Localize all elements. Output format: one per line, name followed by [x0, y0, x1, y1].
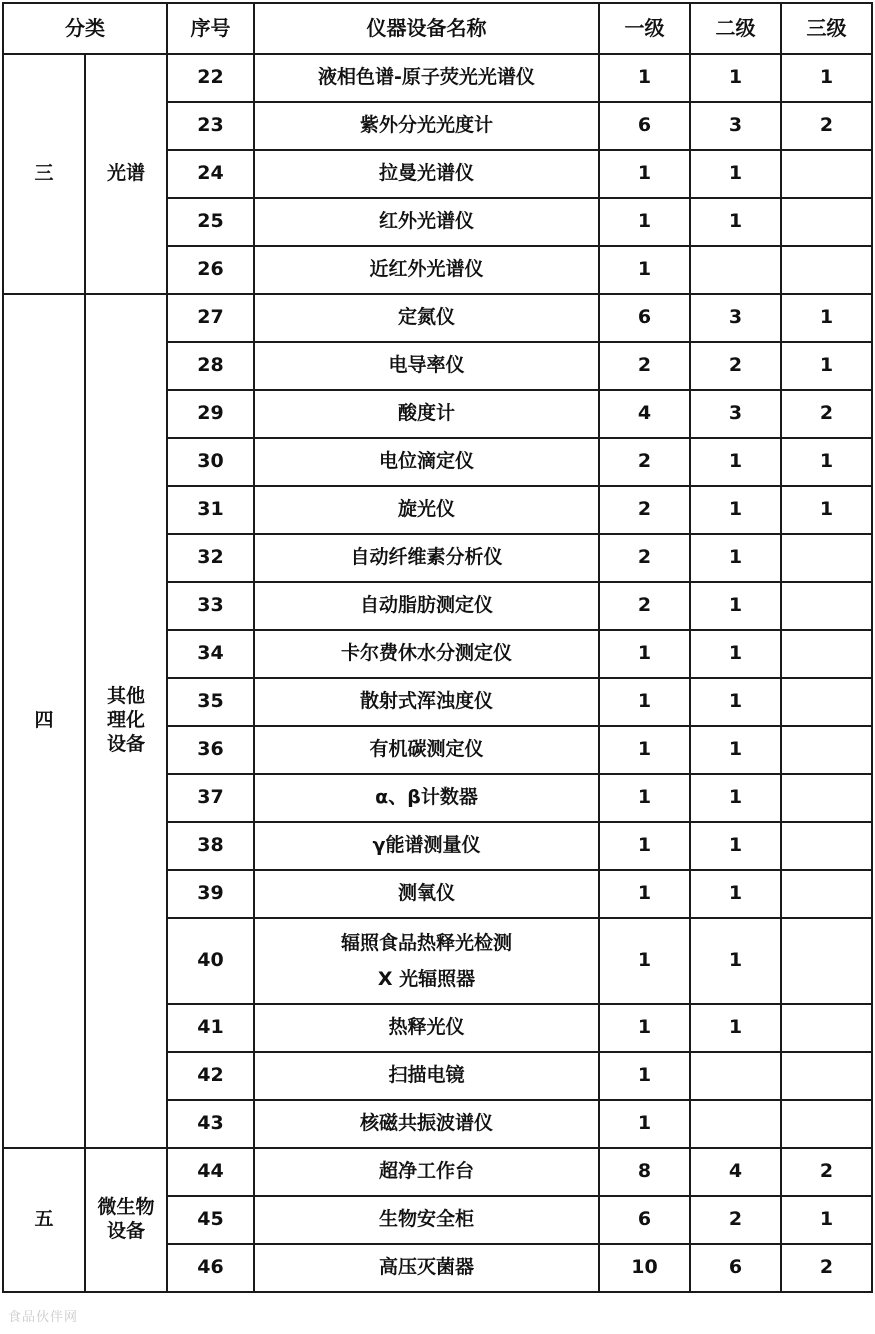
level-3-count — [781, 150, 872, 198]
level-1-count: 2 — [599, 534, 690, 582]
level-1-count: 1 — [599, 150, 690, 198]
row-number: 34 — [167, 630, 254, 678]
level-3-count: 2 — [781, 102, 872, 150]
sub-category — [85, 294, 167, 1148]
major-category: 三 — [3, 54, 85, 294]
level-1-count: 10 — [599, 1244, 690, 1292]
sub-category-line: 微生物 — [97, 1196, 155, 1219]
level-2-count: 1 — [690, 822, 781, 870]
row-number: 44 — [167, 1148, 254, 1196]
level-2-count: 1 — [690, 150, 781, 198]
row-number: 28 — [167, 342, 254, 390]
level-1-count: 2 — [599, 486, 690, 534]
level-2-count: 1 — [690, 582, 781, 630]
level-1-count: 1 — [599, 726, 690, 774]
row-number: 23 — [167, 102, 254, 150]
watermark-text: 食品伙伴网 — [8, 1310, 79, 1325]
level-1-count: 2 — [599, 342, 690, 390]
header-equipment-name: 仪器设备名称 — [254, 3, 599, 54]
row-number: 31 — [167, 486, 254, 534]
equipment-name-line: 辐照食品热释光检测 — [340, 932, 512, 954]
header-level-3: 三级 — [781, 3, 872, 54]
level-1-count: 1 — [599, 1004, 690, 1052]
sub-category: 光谱 — [85, 54, 167, 294]
sub-category-line: 设备 — [106, 1220, 145, 1242]
header-number: 序号 — [167, 3, 254, 54]
level-1-count: 2 — [599, 438, 690, 486]
level-3-count: 1 — [781, 438, 872, 486]
equipment-name: 测氧仪 — [254, 870, 599, 918]
level-2-count: 1 — [690, 1004, 781, 1052]
equipment-name: 自动纤维素分析仪 — [254, 534, 599, 582]
equipment-name: 自动脂肪测定仪 — [254, 582, 599, 630]
level-3-count: 1 — [781, 342, 872, 390]
row-number: 46 — [167, 1244, 254, 1292]
row-number: 42 — [167, 1052, 254, 1100]
level-3-count: 2 — [781, 1148, 872, 1196]
level-3-count — [781, 534, 872, 582]
level-1-count: 6 — [599, 294, 690, 342]
level-1-count: 2 — [599, 582, 690, 630]
level-3-count — [781, 198, 872, 246]
row-number: 30 — [167, 438, 254, 486]
level-3-count: 1 — [781, 54, 872, 102]
level-3-count — [781, 630, 872, 678]
row-number: 27 — [167, 294, 254, 342]
equipment-name: 有机碳测定仪 — [254, 726, 599, 774]
level-2-count: 4 — [690, 1148, 781, 1196]
level-2-count: 3 — [690, 294, 781, 342]
table-row — [3, 1148, 872, 1196]
header-level-2: 二级 — [690, 3, 781, 54]
level-1-count: 6 — [599, 1196, 690, 1244]
equipment-name: 热释光仪 — [254, 1004, 599, 1052]
level-1-count: 8 — [599, 1148, 690, 1196]
level-2-count: 1 — [690, 918, 781, 1004]
equipment-name: α、β计数器 — [254, 774, 599, 822]
level-3-count — [781, 246, 872, 294]
equipment-name: 高压灭菌器 — [254, 1244, 599, 1292]
level-3-count — [781, 774, 872, 822]
level-1-count: 1 — [599, 822, 690, 870]
major-category: 四 — [3, 294, 85, 1148]
level-2-count: 1 — [690, 774, 781, 822]
level-1-count: 1 — [599, 1100, 690, 1148]
row-number: 24 — [167, 150, 254, 198]
equipment-name: 液相色谱-原子荧光光谱仪 — [254, 54, 599, 102]
level-1-count: 1 — [599, 1052, 690, 1100]
table-body — [3, 54, 872, 1292]
equipment-name: 核磁共振波谱仪 — [254, 1100, 599, 1148]
equipment-name: 旋光仪 — [254, 486, 599, 534]
row-number: 36 — [167, 726, 254, 774]
sub-category-line: 设备 — [106, 732, 145, 755]
level-1-count: 4 — [599, 390, 690, 438]
table-row — [3, 54, 872, 102]
sub-category-line: 理化 — [106, 709, 145, 732]
row-number: 22 — [167, 54, 254, 102]
level-3-count — [781, 1100, 872, 1148]
level-2-count: 1 — [690, 726, 781, 774]
equipment-name: 酸度计 — [254, 390, 599, 438]
equipment-name: 扫描电镜 — [254, 1052, 599, 1100]
level-3-count — [781, 1004, 872, 1052]
row-number: 29 — [167, 390, 254, 438]
row-number: 39 — [167, 870, 254, 918]
row-number: 26 — [167, 246, 254, 294]
level-3-count: 1 — [781, 1196, 872, 1244]
level-1-count: 1 — [599, 54, 690, 102]
level-2-count: 1 — [690, 198, 781, 246]
equipment-name: 超净工作台 — [254, 1148, 599, 1196]
equipment-name: 生物安全柜 — [254, 1196, 599, 1244]
level-3-count — [781, 582, 872, 630]
table-row — [3, 294, 872, 342]
level-3-count: 2 — [781, 1244, 872, 1292]
equipment-name: 紫外分光光度计 — [254, 102, 599, 150]
equipment-name — [254, 918, 599, 1004]
row-number: 43 — [167, 1100, 254, 1148]
level-3-count — [781, 918, 872, 1004]
equipment-name: 拉曼光谱仪 — [254, 150, 599, 198]
level-3-count — [781, 870, 872, 918]
level-1-count: 1 — [599, 774, 690, 822]
level-2-count: 2 — [690, 1196, 781, 1244]
equipment-name: 定氮仪 — [254, 294, 599, 342]
header-row — [3, 3, 872, 54]
level-1-count: 1 — [599, 246, 690, 294]
row-number: 32 — [167, 534, 254, 582]
level-1-count: 6 — [599, 102, 690, 150]
level-2-count: 1 — [690, 870, 781, 918]
level-2-count: 1 — [690, 438, 781, 486]
level-1-count: 1 — [599, 678, 690, 726]
header-category: 分类 — [3, 3, 167, 54]
equipment-name: 电导率仪 — [254, 342, 599, 390]
level-2-count: 1 — [690, 630, 781, 678]
row-number: 40 — [167, 918, 254, 1004]
equipment-table — [2, 2, 873, 1293]
level-1-count: 1 — [599, 918, 690, 1004]
level-3-count: 1 — [781, 294, 872, 342]
level-3-count: 2 — [781, 390, 872, 438]
row-number: 45 — [167, 1196, 254, 1244]
equipment-name: 卡尔费休水分测定仪 — [254, 630, 599, 678]
level-2-count: 2 — [690, 342, 781, 390]
level-3-count: 1 — [781, 486, 872, 534]
level-3-count — [781, 822, 872, 870]
major-category: 五 — [3, 1148, 85, 1292]
row-number: 41 — [167, 1004, 254, 1052]
row-number: 38 — [167, 822, 254, 870]
level-2-count: 3 — [690, 102, 781, 150]
equipment-name: γ能谱测量仪 — [254, 822, 599, 870]
equipment-name: 红外光谱仪 — [254, 198, 599, 246]
header-level-1: 一级 — [599, 3, 690, 54]
level-2-count: 1 — [690, 486, 781, 534]
row-number: 25 — [167, 198, 254, 246]
equipment-name: 电位滴定仪 — [254, 438, 599, 486]
equipment-name: 散射式浑浊度仪 — [254, 678, 599, 726]
level-2-count — [690, 1052, 781, 1100]
level-2-count — [690, 246, 781, 294]
level-2-count — [690, 1100, 781, 1148]
level-1-count: 1 — [599, 198, 690, 246]
level-2-count: 1 — [690, 534, 781, 582]
sub-category-line: 其他 — [106, 685, 145, 708]
row-number: 37 — [167, 774, 254, 822]
level-2-count: 6 — [690, 1244, 781, 1292]
equipment-name: 近红外光谱仪 — [254, 246, 599, 294]
level-3-count — [781, 726, 872, 774]
equipment-name-line: X 光辐照器 — [377, 968, 476, 990]
level-1-count: 1 — [599, 630, 690, 678]
row-number: 35 — [167, 678, 254, 726]
level-1-count: 1 — [599, 870, 690, 918]
level-3-count — [781, 678, 872, 726]
row-number: 33 — [167, 582, 254, 630]
level-2-count: 1 — [690, 678, 781, 726]
level-2-count: 1 — [690, 54, 781, 102]
level-2-count: 3 — [690, 390, 781, 438]
sub-category — [85, 1148, 167, 1292]
level-3-count — [781, 1052, 872, 1100]
